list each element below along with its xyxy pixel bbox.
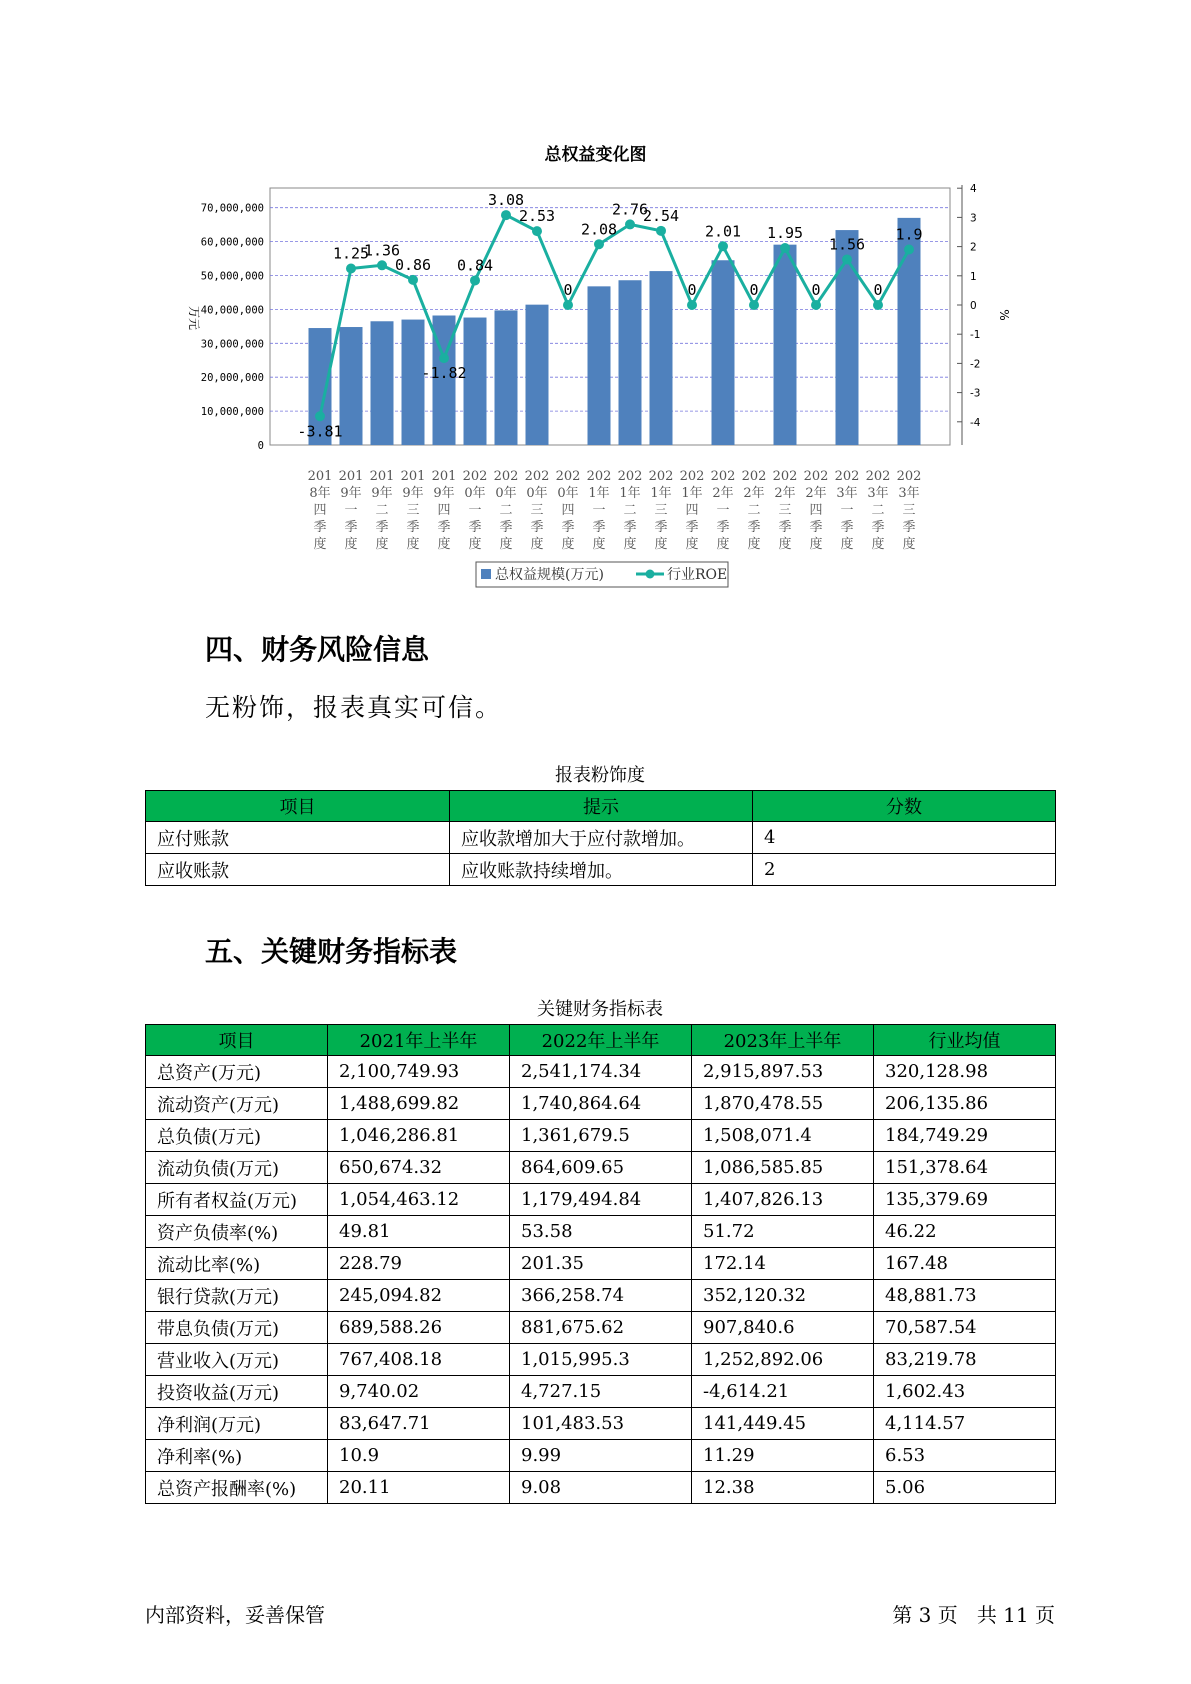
x-tick-label: 度 (623, 537, 637, 552)
table-cell: 所有者权益(万元) (146, 1184, 328, 1216)
table-cell: 48,881.73 (874, 1280, 1056, 1312)
y2-tick-label: -4 (970, 416, 981, 429)
x-tick-label: 201 (338, 469, 364, 484)
table-cell: 总资产报酬率(%) (146, 1472, 328, 1504)
legend-bar-swatch (481, 569, 491, 579)
x-tick-label: 季 (344, 520, 358, 535)
x-tick-label: 度 (902, 537, 916, 552)
bar (340, 327, 363, 445)
x-tick-label: 8年 (309, 486, 331, 501)
bar (495, 310, 518, 445)
roe-point (315, 411, 325, 421)
table-cell: 1,179,494.84 (510, 1184, 692, 1216)
roe-data-label: 2.01 (704, 222, 742, 241)
table-cell: 366,258.74 (510, 1280, 692, 1312)
x-tick-label: 度 (654, 537, 668, 552)
x-tick-label: 四 (437, 503, 451, 518)
x-tick-label: 2年 (712, 486, 734, 501)
y2-tick-label: 0 (970, 300, 977, 312)
table-cell: 206,135.86 (874, 1088, 1056, 1120)
page-number: 第 3 页 共 11 页 (892, 1603, 1055, 1627)
x-tick-label: 201 (431, 469, 457, 484)
x-tick-label: 二 (375, 503, 389, 518)
table-cell: 应收账款 (146, 854, 450, 886)
table-row (146, 1056, 1056, 1088)
x-tick-label: 度 (871, 537, 885, 552)
x-tick-label: 三 (902, 503, 916, 518)
x-tick-label: 一 (468, 503, 482, 518)
table-cell: 70,587.54 (874, 1312, 1056, 1344)
table-cell: 51.72 (692, 1216, 874, 1248)
y2-tick-label: 2 (970, 241, 977, 254)
x-tick-label: 度 (592, 537, 606, 552)
table-cell: 1,361,679.5 (510, 1120, 692, 1152)
roe-point (625, 219, 635, 229)
x-tick-label: 四 (561, 503, 575, 518)
x-tick-label: 季 (747, 520, 761, 535)
y-tick-label: 50,000,000 (200, 270, 264, 283)
header-cell: 提示 (450, 791, 753, 822)
roe-data-label: 1.9 (895, 225, 923, 244)
table-cell: 4,727.15 (510, 1376, 692, 1408)
roe-point (501, 210, 511, 220)
x-tick-label: 度 (778, 537, 792, 552)
table-cell: 银行贷款(万元) (146, 1280, 328, 1312)
y-tick-label: 10,000,000 (200, 406, 264, 419)
x-tick-label: 度 (840, 537, 854, 552)
x-tick-label: 202 (710, 469, 736, 484)
header-cell: 2023年上半年 (692, 1025, 874, 1056)
roe-data-label: 1.56 (828, 235, 866, 254)
x-tick-label: 3年 (867, 486, 889, 501)
table-cell: 46.22 (874, 1216, 1056, 1248)
table-row (146, 1216, 1056, 1248)
table-cell: 净利润(万元) (146, 1408, 328, 1440)
bar (774, 245, 797, 445)
table-row (146, 1440, 1056, 1472)
roe-point (532, 226, 542, 236)
table-cell: 83,647.71 (328, 1408, 510, 1440)
y-tick-label: 20,000,000 (200, 372, 264, 385)
whitewash-table (145, 790, 1056, 886)
table-cell: 151,378.64 (874, 1152, 1056, 1184)
x-tick-label: 202 (834, 469, 860, 484)
metrics-table (145, 1024, 1056, 1504)
table-cell: 172.14 (692, 1248, 874, 1280)
table-row (146, 1152, 1056, 1184)
header-cell: 2022年上半年 (510, 1025, 692, 1056)
x-tick-label: 三 (406, 503, 420, 518)
x-tick-label: 度 (530, 537, 544, 552)
header-cell: 项目 (146, 1025, 328, 1056)
table-cell: 总负债(万元) (146, 1120, 328, 1152)
x-tick-label: 9年 (371, 486, 393, 501)
roe-point (563, 300, 573, 310)
header-cell: 2021年上半年 (328, 1025, 510, 1056)
footer-confidential: 内部资料，妥善保管 (145, 1603, 325, 1627)
x-tick-label: 季 (778, 520, 792, 535)
y2-tick-label: 3 (970, 212, 977, 225)
roe-data-label: 2.08 (580, 220, 618, 239)
x-tick-label: 度 (561, 537, 575, 552)
table-cell: 1,015,995.3 (510, 1344, 692, 1376)
x-tick-label: 四 (685, 503, 699, 518)
y-tick-label: 70,000,000 (200, 202, 264, 215)
x-tick-label: 1年 (650, 486, 672, 501)
x-tick-label: 季 (406, 520, 420, 535)
x-tick-label: 2年 (774, 486, 796, 501)
x-tick-label: 202 (741, 469, 767, 484)
legend-line-label: 行业ROE (667, 567, 728, 583)
x-tick-label: 201 (307, 469, 333, 484)
x-tick-label: 季 (530, 520, 544, 535)
header-cell: 行业均值 (874, 1025, 1056, 1056)
x-tick-label: 二 (499, 503, 513, 518)
x-tick-label: 3年 (898, 486, 920, 501)
roe-data-label: 2.76 (611, 200, 649, 219)
x-tick-label: 季 (809, 520, 823, 535)
table-cell: 2,915,897.53 (692, 1056, 874, 1088)
y2-tick-label: 4 (970, 183, 977, 196)
table-row (146, 1312, 1056, 1344)
table-cell: 245,094.82 (328, 1280, 510, 1312)
x-tick-label: 季 (592, 520, 606, 535)
table-cell: 767,408.18 (328, 1344, 510, 1376)
table-cell: 应收账款持续增加。 (450, 854, 753, 886)
x-tick-label: 2年 (743, 486, 765, 501)
table-cell: 689,588.26 (328, 1312, 510, 1344)
x-tick-label: 二 (747, 503, 761, 518)
table-row (146, 1184, 1056, 1216)
x-tick-label: 202 (586, 469, 612, 484)
roe-data-label: 1.95 (766, 224, 804, 243)
x-tick-label: 二 (623, 503, 637, 518)
y2-tick-label: -2 (970, 358, 981, 371)
roe-point (811, 300, 821, 310)
table-cell: 1,252,892.06 (692, 1344, 874, 1376)
table-row (146, 1088, 1056, 1120)
table-cell: 营业收入(万元) (146, 1344, 328, 1376)
table-row (146, 1248, 1056, 1280)
roe-data-label: 2.53 (518, 207, 556, 226)
table-cell: -4,614.21 (692, 1376, 874, 1408)
roe-point (780, 243, 790, 253)
roe-data-label: 0 (563, 281, 573, 299)
table-cell: 101,483.53 (510, 1408, 692, 1440)
roe-data-label: 0.84 (456, 256, 494, 275)
x-tick-label: 9年 (402, 486, 424, 501)
roe-data-label: 0 (811, 281, 821, 299)
table-cell: 1,870,478.55 (692, 1088, 874, 1120)
table-row (146, 822, 1056, 854)
table-cell: 228.79 (328, 1248, 510, 1280)
y2-tick-label: 1 (970, 270, 977, 283)
bar (619, 280, 642, 445)
x-tick-label: 度 (375, 537, 389, 552)
table-cell: 1,488,699.82 (328, 1088, 510, 1120)
bar (650, 271, 673, 445)
roe-data-label: 2.54 (642, 206, 680, 225)
equity-chart (0, 0, 1191, 600)
x-tick-label: 三 (530, 503, 544, 518)
x-tick-label: 202 (679, 469, 705, 484)
roe-point (594, 239, 604, 249)
table-cell: 1,046,286.81 (328, 1120, 510, 1152)
table-cell: 83,219.78 (874, 1344, 1056, 1376)
risk-heading: 四、财务风险信息 (205, 633, 430, 666)
roe-data-label: 1.25 (332, 244, 370, 263)
x-tick-label: 三 (654, 503, 668, 518)
x-tick-label: 一 (592, 503, 606, 518)
x-tick-label: 季 (902, 520, 916, 535)
table-row (146, 1472, 1056, 1504)
table-cell: 141,449.45 (692, 1408, 874, 1440)
table-cell: 9,740.02 (328, 1376, 510, 1408)
table-cell: 864,609.65 (510, 1152, 692, 1184)
x-tick-label: 3年 (836, 486, 858, 501)
table-cell: 184,749.29 (874, 1120, 1056, 1152)
bar (371, 321, 394, 445)
table-cell: 1,407,826.13 (692, 1184, 874, 1216)
table-cell: 4,114.57 (874, 1408, 1056, 1440)
x-tick-label: 季 (685, 520, 699, 535)
y-tick-label: 40,000,000 (200, 304, 264, 317)
x-tick-label: 季 (871, 520, 885, 535)
roe-data-label: -1.82 (421, 364, 467, 383)
whitewash-caption: 报表粉饰度 (555, 765, 645, 786)
table-row (146, 1376, 1056, 1408)
x-tick-label: 2年 (805, 486, 827, 501)
table-header-row (146, 791, 1056, 822)
x-tick-label: 202 (462, 469, 488, 484)
table-row (146, 1280, 1056, 1312)
table-cell: 1,054,463.12 (328, 1184, 510, 1216)
table-cell: 应收款增加大于应付款增加。 (450, 822, 753, 854)
roe-point (656, 226, 666, 236)
table-cell: 2,541,174.34 (510, 1056, 692, 1088)
x-tick-label: 季 (313, 520, 327, 535)
table-cell: 167.48 (874, 1248, 1056, 1280)
x-tick-label: 度 (344, 537, 358, 552)
x-tick-label: 9年 (340, 486, 362, 501)
table-cell: 6.53 (874, 1440, 1056, 1472)
x-tick-label: 1年 (681, 486, 703, 501)
table-cell: 应付账款 (146, 822, 450, 854)
table-cell: 带息负债(万元) (146, 1312, 328, 1344)
table-cell: 320,128.98 (874, 1056, 1056, 1088)
roe-point (873, 300, 883, 310)
x-tick-label: 季 (499, 520, 513, 535)
x-tick-label: 一 (344, 503, 358, 518)
table-cell: 881,675.62 (510, 1312, 692, 1344)
x-tick-label: 201 (369, 469, 395, 484)
y2-tick-label: -3 (970, 387, 981, 400)
x-tick-label: 202 (617, 469, 643, 484)
roe-data-label: -3.81 (297, 422, 343, 441)
roe-point (904, 245, 914, 255)
x-tick-label: 度 (437, 537, 451, 552)
header-cell: 分数 (753, 791, 1056, 822)
table-cell: 201.35 (510, 1248, 692, 1280)
table-cell: 2,100,749.93 (328, 1056, 510, 1088)
table-cell: 1,086,585.85 (692, 1152, 874, 1184)
table-cell: 12.38 (692, 1472, 874, 1504)
table-cell: 9.99 (510, 1440, 692, 1472)
roe-point (346, 264, 356, 274)
metrics-caption: 关键财务指标表 (537, 999, 663, 1020)
roe-point (749, 300, 759, 310)
table-cell: 10.9 (328, 1440, 510, 1472)
y-tick-label: 30,000,000 (200, 338, 264, 351)
roe-point (408, 275, 418, 285)
x-tick-label: 季 (623, 520, 637, 535)
legend-line-marker (646, 570, 655, 579)
roe-data-label: 1.36 (363, 241, 401, 260)
roe-data-label: 0 (749, 281, 759, 299)
roe-point (687, 300, 697, 310)
roe-data-label: 0 (873, 281, 883, 299)
x-tick-label: 202 (493, 469, 519, 484)
x-tick-label: 一 (840, 503, 854, 518)
x-tick-label: 季 (468, 520, 482, 535)
x-tick-label: 202 (555, 469, 581, 484)
table-cell: 135,379.69 (874, 1184, 1056, 1216)
x-tick-label: 1年 (619, 486, 641, 501)
chart-title: 总权益变化图 (544, 145, 647, 165)
x-tick-label: 0年 (464, 486, 486, 501)
roe-point (842, 254, 852, 264)
x-tick-label: 度 (809, 537, 823, 552)
x-tick-label: 季 (437, 520, 451, 535)
table-cell: 流动负债(万元) (146, 1152, 328, 1184)
x-tick-label: 度 (406, 537, 420, 552)
x-tick-label: 三 (778, 503, 792, 518)
roe-data-label: 0.86 (394, 255, 432, 274)
bar (712, 260, 735, 445)
table-cell: 流动比率(%) (146, 1248, 328, 1280)
x-tick-label: 0年 (557, 486, 579, 501)
x-tick-label: 四 (313, 503, 327, 518)
table-cell: 20.11 (328, 1472, 510, 1504)
table-cell: 352,120.32 (692, 1280, 874, 1312)
table-cell: 流动资产(万元) (146, 1088, 328, 1120)
table-cell: 总资产(万元) (146, 1056, 328, 1088)
bar (526, 305, 549, 445)
table-cell: 53.58 (510, 1216, 692, 1248)
table-row (146, 1344, 1056, 1376)
roe-point (718, 241, 728, 251)
roe-point (439, 353, 449, 363)
table-cell: 49.81 (328, 1216, 510, 1248)
y2-tick-label: -1 (970, 329, 981, 342)
x-tick-label: 度 (747, 537, 761, 552)
x-tick-label: 季 (840, 520, 854, 535)
x-tick-label: 四 (809, 503, 823, 518)
x-tick-label: 季 (716, 520, 730, 535)
table-header-row (146, 1025, 1056, 1056)
x-tick-label: 度 (468, 537, 482, 552)
table-row (146, 854, 1056, 886)
x-tick-label: 季 (654, 520, 668, 535)
y-tick-label: 0 (257, 440, 264, 452)
y-axis-title: 万元 (187, 305, 201, 331)
header-cell: 项目 (146, 791, 450, 822)
table-row (146, 1408, 1056, 1440)
x-tick-label: 202 (772, 469, 798, 484)
x-tick-label: 度 (716, 537, 730, 552)
x-tick-label: 202 (865, 469, 891, 484)
table-cell: 净利率(%) (146, 1440, 328, 1472)
table-cell: 4 (753, 822, 1056, 854)
bar (464, 318, 487, 445)
legend-bar-label: 总权益规模(万元) (495, 567, 604, 583)
table-cell: 907,840.6 (692, 1312, 874, 1344)
x-tick-label: 季 (561, 520, 575, 535)
roe-point (470, 275, 480, 285)
x-tick-label: 202 (896, 469, 922, 484)
table-cell: 1,508,071.4 (692, 1120, 874, 1152)
x-tick-label: 一 (716, 503, 730, 518)
x-tick-label: 0年 (495, 486, 517, 501)
x-tick-label: 202 (524, 469, 550, 484)
bar (588, 286, 611, 445)
x-tick-label: 度 (499, 537, 513, 552)
table-cell: 1,740,864.64 (510, 1088, 692, 1120)
x-tick-label: 季 (375, 520, 389, 535)
x-tick-label: 1年 (588, 486, 610, 501)
table-cell: 650,674.32 (328, 1152, 510, 1184)
x-tick-label: 度 (313, 537, 327, 552)
x-tick-label: 9年 (433, 486, 455, 501)
x-tick-label: 202 (803, 469, 829, 484)
x-tick-label: 202 (648, 469, 674, 484)
table-cell: 9.08 (510, 1472, 692, 1504)
metrics-heading: 五、关键财务指标表 (205, 935, 458, 968)
x-tick-label: 201 (400, 469, 426, 484)
risk-text: 无粉饰，报表真实可信。 (205, 693, 503, 722)
y-tick-label: 60,000,000 (200, 236, 264, 249)
table-cell: 2 (753, 854, 1056, 886)
bar (402, 320, 425, 445)
x-tick-label: 二 (871, 503, 885, 518)
table-row (146, 1120, 1056, 1152)
roe-point (377, 260, 387, 270)
table-cell: 11.29 (692, 1440, 874, 1472)
roe-data-label: 3.08 (487, 191, 525, 210)
y2-axis-title: % (997, 309, 1011, 321)
roe-data-label: 0 (687, 281, 697, 299)
table-cell: 资产负债率(%) (146, 1216, 328, 1248)
table-cell: 投资收益(万元) (146, 1376, 328, 1408)
x-tick-label: 0年 (526, 486, 548, 501)
table-cell: 1,602.43 (874, 1376, 1056, 1408)
x-tick-label: 度 (685, 537, 699, 552)
table-cell: 5.06 (874, 1472, 1056, 1504)
